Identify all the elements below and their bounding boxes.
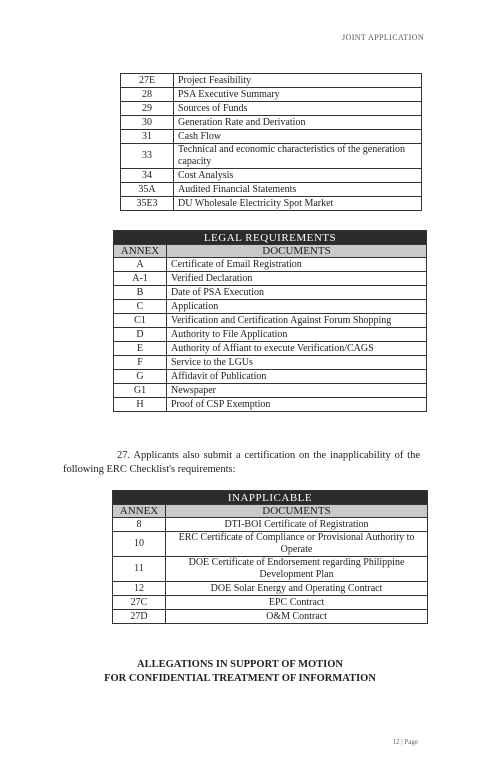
annex-cell: 35E3: [121, 197, 174, 211]
annex-cell: 27D: [113, 610, 166, 624]
annex-cell: 8: [113, 518, 166, 532]
document-cell: DOE Certificate of Endorsement regarding Philippine Development Plan: [166, 557, 428, 582]
annex-column-header: ANNEX: [114, 245, 167, 258]
legal-requirements-table: [113, 230, 427, 412]
annex-cell: 34: [121, 169, 174, 183]
running-header: JOINT APPLICATION: [342, 33, 424, 42]
annex-cell: 27C: [113, 596, 166, 610]
document-cell: Cash Flow: [174, 130, 422, 144]
annex-cell: C1: [114, 314, 167, 328]
annex-cell: G1: [114, 384, 167, 398]
document-cell: Service to the LGUs: [167, 356, 427, 370]
annex-cell: 35A: [121, 183, 174, 197]
table-row: [121, 144, 422, 169]
table-row: [113, 596, 428, 610]
section-heading-line-2: FOR CONFIDENTIAL TREATMENT OF INFORMATION: [104, 673, 376, 684]
table-row: [113, 582, 428, 596]
table-row: [113, 557, 428, 582]
annex-cell: 31: [121, 130, 174, 144]
section-heading: [60, 658, 420, 686]
document-cell: Audited Financial Statements: [174, 183, 422, 197]
document-cell: Certificate of Email Registration: [167, 258, 427, 272]
document-cell: Project Feasibility: [174, 74, 422, 88]
table-row: [114, 258, 427, 272]
table-row: [121, 169, 422, 183]
document-cell: Cost Analysis: [174, 169, 422, 183]
table-row: [121, 197, 422, 211]
annex-cell: 10: [113, 532, 166, 557]
annex-cell: F: [114, 356, 167, 370]
document-cell: Authority of Affiant to execute Verification/CAGS: [167, 342, 427, 356]
annex-cell: B: [114, 286, 167, 300]
document-cell: Generation Rate and Derivation: [174, 116, 422, 130]
annex-cell: 12: [113, 582, 166, 596]
annex-cell: G: [114, 370, 167, 384]
documents-column-header: DOCUMENTS: [166, 505, 428, 518]
table-row: [114, 272, 427, 286]
table-row: [121, 183, 422, 197]
document-cell: DOE Solar Energy and Operating Contract: [166, 582, 428, 596]
table-row: [114, 356, 427, 370]
table-row: [114, 398, 427, 412]
document-cell: Verified Declaration: [167, 272, 427, 286]
table-row: [121, 102, 422, 116]
document-cell: Technical and economic characteristics of the generation capacity: [174, 144, 422, 169]
document-cell: ERC Certificate of Compliance or Provisional Authority to Operate: [166, 532, 428, 557]
table-row: [121, 88, 422, 102]
annex-table-continued: [120, 73, 422, 211]
page-number: 12 | Page: [392, 738, 418, 746]
table-row: [114, 342, 427, 356]
table-row: [114, 314, 427, 328]
document-cell: O&M Contract: [166, 610, 428, 624]
annex-cell: A: [114, 258, 167, 272]
annex-cell: 29: [121, 102, 174, 116]
annex-cell: 27E: [121, 74, 174, 88]
table-row: [114, 300, 427, 314]
document-cell: Date of PSA Execution: [167, 286, 427, 300]
table-row: [114, 370, 427, 384]
document-cell: Application: [167, 300, 427, 314]
inapplicable-table: [112, 490, 428, 624]
document-cell: DU Wholesale Electricity Spot Market: [174, 197, 422, 211]
document-cell: Authority to File Application: [167, 328, 427, 342]
section-heading-line-1: ALLEGATIONS IN SUPPORT OF MOTION: [137, 659, 343, 670]
annex-cell: C: [114, 300, 167, 314]
document-cell: Newspaper: [167, 384, 427, 398]
annex-cell: 11: [113, 557, 166, 582]
document-cell: Sources of Funds: [174, 102, 422, 116]
document-cell: Proof of CSP Exemption: [167, 398, 427, 412]
document-cell: Verification and Certification Against Forum Shopping: [167, 314, 427, 328]
table-row: [121, 74, 422, 88]
table-row: [114, 328, 427, 342]
annex-column-header: ANNEX: [113, 505, 166, 518]
annex-cell: A-1: [114, 272, 167, 286]
table-row: [114, 286, 427, 300]
annex-cell: E: [114, 342, 167, 356]
annex-cell: 33: [121, 144, 174, 169]
legal-requirements-title: LEGAL REQUIREMENTS: [114, 231, 427, 245]
table-row: [113, 610, 428, 624]
table-row: [113, 532, 428, 557]
documents-column-header: DOCUMENTS: [167, 245, 427, 258]
annex-table-body: [121, 74, 422, 211]
table-row: [113, 518, 428, 532]
table-row: [121, 116, 422, 130]
table-row: [114, 384, 427, 398]
annex-cell: 28: [121, 88, 174, 102]
document-cell: PSA Executive Summary: [174, 88, 422, 102]
table-row: [121, 130, 422, 144]
annex-cell: 30: [121, 116, 174, 130]
document-cell: DTI-BOI Certificate of Registration: [166, 518, 428, 532]
inapplicable-title: INAPPLICABLE: [113, 491, 428, 505]
document-cell: Affidavit of Publication: [167, 370, 427, 384]
paragraph-27: 27. Applicants also submit a certification on the inapplicability of the following ERC Checklist's requirements:: [63, 450, 420, 475]
annex-cell: H: [114, 398, 167, 412]
document-cell: EPC Contract: [166, 596, 428, 610]
annex-cell: D: [114, 328, 167, 342]
